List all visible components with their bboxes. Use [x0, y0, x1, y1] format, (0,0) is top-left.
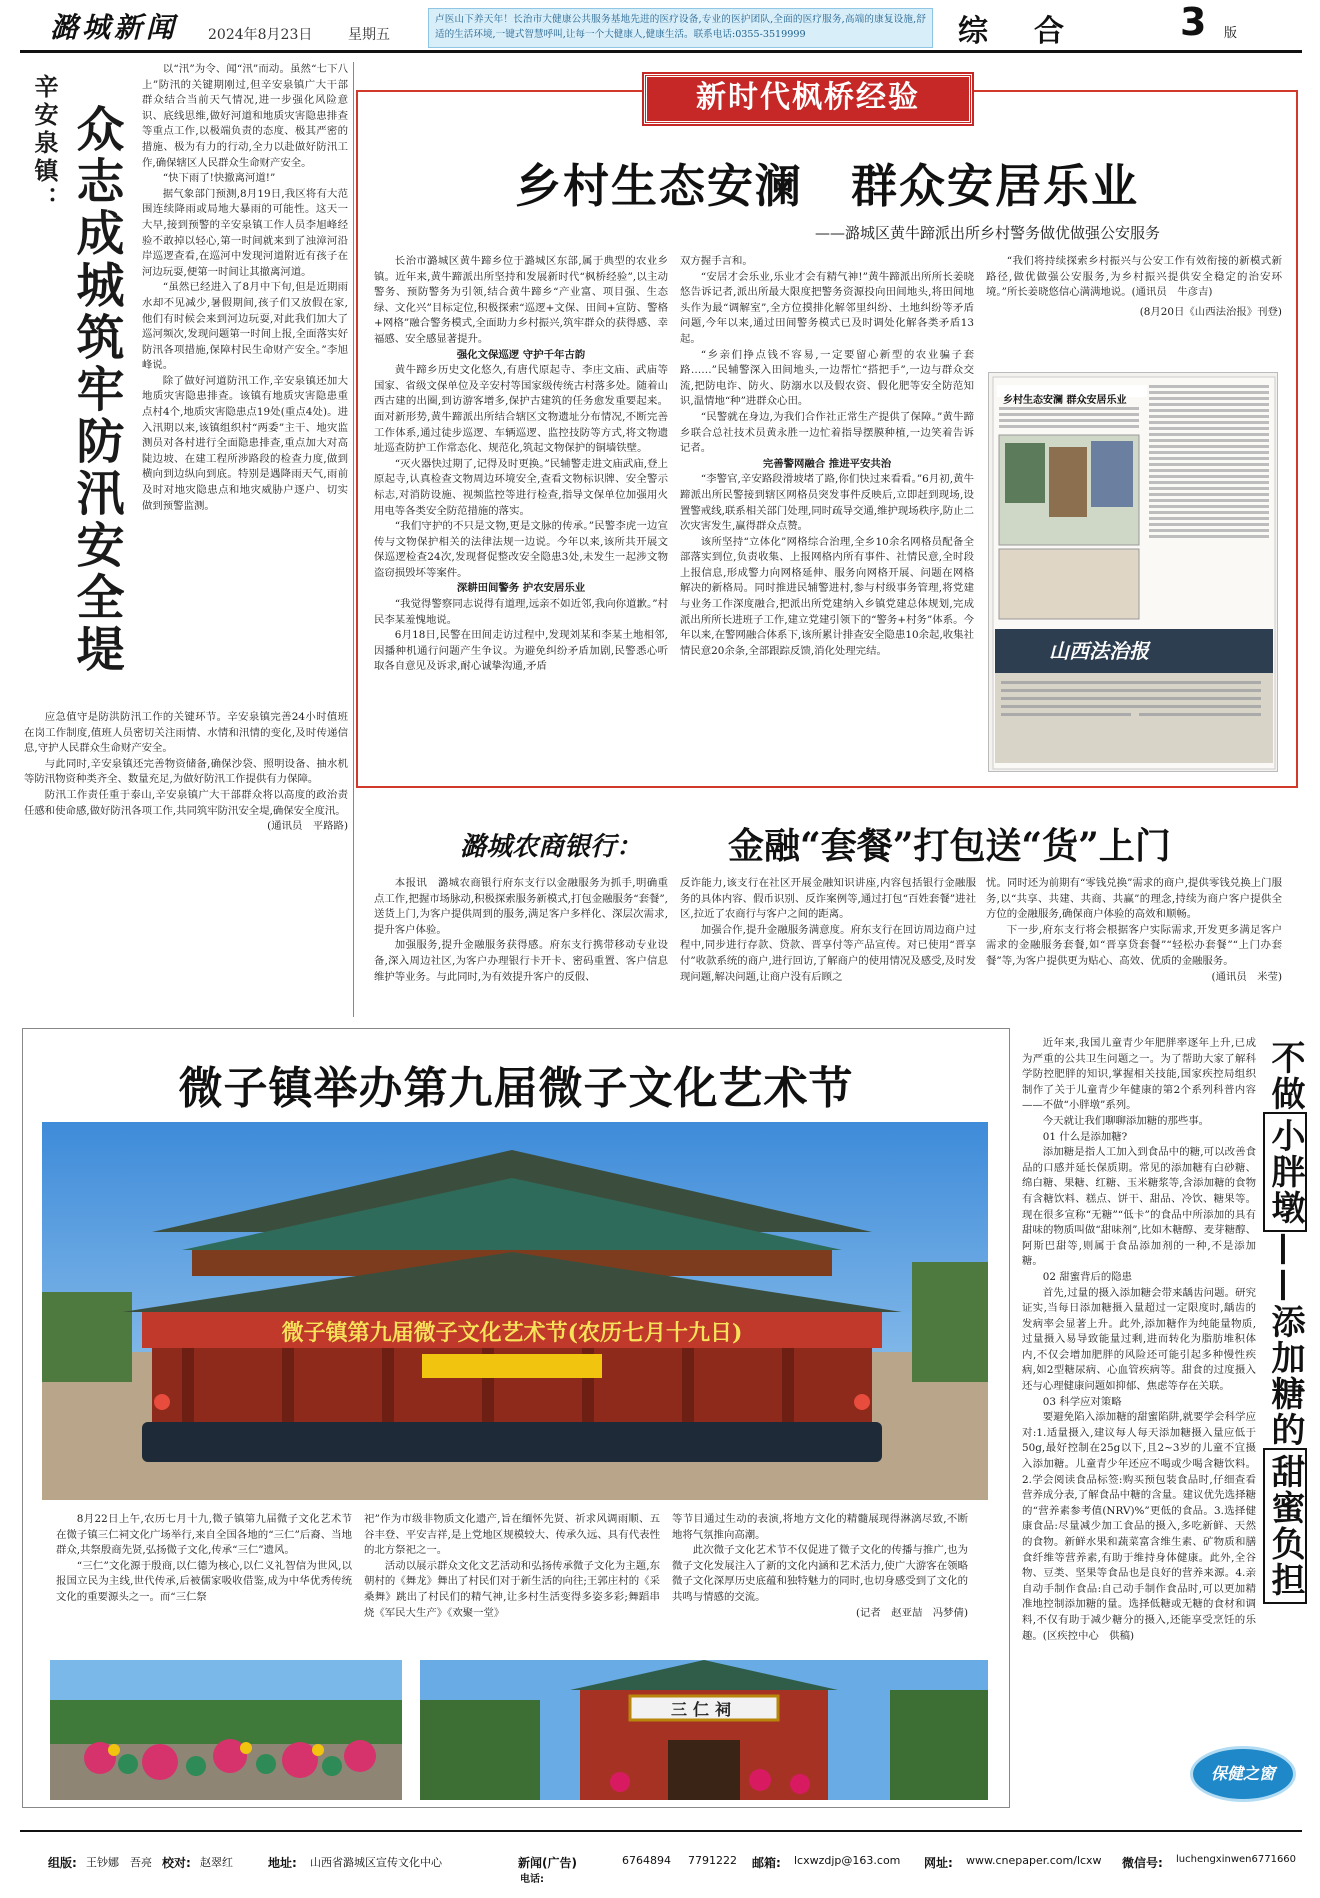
fq-c2p4: “民警就在身边,为我们合作社正常生产提供了保障。”黄牛蹄乡联合总社技术员黄永胜一边忙着指导摆膜种植,一边笑着告诉记者。 — [680, 410, 974, 455]
bank-title: 金融“套餐”打包送“货”上门 — [728, 825, 1171, 867]
masthead-logo: 潞城新闻 — [50, 11, 179, 44]
footer-tel-label-2: 电话: — [520, 1874, 544, 1885]
footer-mail-label: 邮箱: — [752, 1856, 781, 1870]
bank-col-1 — [374, 876, 668, 1016]
sugar-title-a: 不做 — [1265, 1040, 1305, 1112]
fest-byline: (记者 赵亚喆 冯梦倩) — [855, 1606, 968, 1619]
flood-kicker: 辛安泉镇： — [30, 74, 59, 214]
health-badge — [1190, 1746, 1296, 1802]
flood-body-narrow — [142, 62, 348, 708]
footer-proof-label: 校对: — [162, 1856, 191, 1870]
masthead-rule — [20, 50, 1302, 53]
festival-col-3 — [672, 1512, 968, 1640]
flood-title-1: 众志成城 — [68, 104, 124, 312]
fengqiao-subtitle: ——潞城区黄牛蹄派出所乡村警务做优做强公安服务 — [814, 224, 1160, 242]
footer-addr: 山西省潞城区宣传文化中心 — [310, 1856, 442, 1869]
fest-c3p1: 等节目通过生动的表演,将地方文化的精髓展现得淋漓尽致,不断地将气氛推向高潮。 — [672, 1513, 968, 1541]
clipping-title: 乡村生态安澜 群众安居乐业 — [1003, 395, 1127, 406]
footer-addr-label: 地址: — [268, 1856, 297, 1870]
flood-p4: “虽然已经进入了8月中下旬,但是近期雨水却不见减少,暑假期间,孩子们又放假在家,他们有时候会来到河边玩耍,对此我们加大了巡河频次,发现问题第一时间上报,全面落实好防汛各项措施,保障村民生命财产安全。”李旭峰说。 — [142, 281, 348, 372]
flood-p5: 除了做好河道防汛工作,辛安泉镇还加大地质灾害隐患排查。该镇有地质灾害隐患重点村4个,地质灾害隐患点19处(重点4处)。进入汛期以来,该镇组织村“两委”主干、地灾监测员对各村进行全面隐患排查,重点加大对高陡边坡、在建工程所涉路段的检查力度,做到横向到边纵向到底。特别是遇降雨天气,雨前及时对地灾隐患点和地灾威胁户逐户、切实做到预警监测。 — [142, 374, 348, 512]
flood-p3: 据气象部门预测,8月19日,我区将有大范围连续降雨或局地大暴雨的可能性。这天一大早,接到预警的辛安泉镇工作人员李旭峰经验不敢掉以轻心,第一时间就来到了浊漳河沿岸巡逻查看,在巡河中发现河道附近有孩子在河边玩耍,便第一时间让其撤离河道。 — [142, 187, 348, 278]
clipping-graphic — [989, 373, 1278, 772]
footer-edit-names: 王钞娜 吾亮 — [86, 1856, 152, 1869]
fq-c2p5: “李警官,辛安路段滑坡堵了路,你们快过来看看。”6月初,黄牛蹄派出所民警接到辖区网格员突发事件反映后,立即赶到现场,设置警戒线,联系相关部门处理,同时疏导交通,维护现场秩序,防止二次灾害发生,赢得群众点赞。 — [680, 473, 974, 533]
fq-c1p1: 长治市潞城区黄牛蹄乡位于潞城区东部,属于典型的农业乡镇。近年来,黄牛蹄派出所坚持和发展新时代“枫桥经验”,以主动警务、预防警务为引领,结合黄牛蹄乡“产业富、项目强、生态绿、文化兴”目标定位,积极探索“巡逻+文保、田间+宣防、警格+网格”融合警务模式,全面助力乡村振兴,筑牢群众的获得感、幸福感、安全感显著提升。 — [374, 255, 668, 345]
flood-p7: 与此同时,辛安泉镇还完善物资储备,确保沙袋、照明设备、抽水机等防汛物资种类齐全、数量充足,为做好防汛工作提供有力保障。 — [24, 757, 348, 786]
sugar-p4: 首先,过量的摄入添加糖会带来龋齿问题。研究证实,当每日添加糖摄入量超过一定限度时,龋齿的发病率会显著上升。此外,添加糖作为纯能量物质,过量摄入易导致能量过剩,进而转化为脂肪堆积体内,不仅会增加肥胖的风险还可能引起多种慢性疾病,如2型糖尿病、心血管疾病等。甜食的过度摄入还与心理健康问题如抑郁、焦虑等存在关联。 — [1022, 1286, 1256, 1393]
bank-byline: (通讯员 米莹) — [1211, 970, 1282, 983]
fq-c3p2: (8月20日《山西法治报》刊登) — [1139, 305, 1282, 318]
footer-tel-1: 6764894 — [622, 1854, 671, 1867]
fest-c2p2: 活动以展示群众文化文艺活动和弘扬传承微子文化为主题,东朝村的《舞龙》舞出了村民们对于新生活的向往;王郭庄村的《采桑舞》跳出了村民们的精气神,让多村生活变得多姿多彩;舞蹈串烧《军民大生产》《欢聚一堂》 — [364, 1559, 660, 1619]
fengqiao-banner — [644, 74, 972, 124]
masthead-ad-text: 卢医山下养天年！长治市大健康公共服务基地先进的医疗设备,专业的医护团队,全面的医疗服务,高端的康复设施,舒适的生活环境,一键式智慧呼叫,让每一个大健康人,健康生活。联系电话:0355-3519999 — [435, 14, 926, 40]
bank-col-3 — [986, 876, 1282, 1016]
flood-p8: 防汛工作责任重于泰山,辛安泉镇广大干部群众将以高度的政治责任感和使命感,做好防汛各项工作,共同筑牢防汛安全堤,确保安全度汛。 — [24, 788, 348, 817]
masthead — [0, 0, 1320, 56]
fq-c3p1: “我们将持续探索乡村振兴与公安工作有效衔接的新模式新路径,做优做强公安服务,为乡村振兴提供安全稳定的治安环境。”所长姜晓悠信心满满地说。(通讯员 牛彦吉) — [986, 255, 1282, 299]
fq-c1p5: “我觉得警察同志说得有道理,远亲不如近邻,我向你道歉。”村民李某羞愧地说。 — [374, 598, 668, 626]
temple-graphic — [42, 1122, 988, 1500]
page-number: 3 — [1180, 0, 1207, 44]
bank-brand: 潞城农商银行： — [460, 832, 643, 862]
fengqiao-col-2 — [680, 254, 974, 774]
fq-c2p3: “乡亲们挣点钱不容易,一定要留心新型的农业骗子套路……”民辅警深入田间地头,一边帮忙“搭把手”,一边与群众交流,把防电诈、防火、防溺水以及假农资、假化肥等安全防范知识,温情地“种”进群众心田。 — [680, 348, 974, 408]
bank-c3p1: 忧。同时还为前期有“零钱兑换”需求的商户,提供零钱兑换上门服务,以“共享、共建、共商、共赢”的理念,持续为商户客户提供全方位的金融服务,确保商户体验的高效和顺畅。 — [986, 877, 1282, 921]
masthead-weekday: 星期五 — [348, 27, 390, 43]
bank-c3p2: 下一步,府东支行将会根据客户实际需求,开发更多满足客户需求的金融服务套餐,如“晋享贷套餐”“轻松办套餐”“上门办套餐”等,为客户提供更为贴心、高效、优质的金融服务。 — [986, 923, 1282, 967]
sugar-h2: 02 甜蜜背后的隐患 — [1042, 1270, 1133, 1283]
flood-title-2: 筑牢防汛安全堤 — [68, 312, 124, 676]
flood-body-wide — [24, 710, 348, 1020]
dance-graphic — [50, 1660, 402, 1800]
fq-c1h1: 强化文保巡逻 守护千年古韵 — [456, 348, 586, 361]
footer-mail[interactable]: lcxwzdjp@163.com — [794, 1854, 901, 1867]
photo-banner-text: 微子镇第九届微子文化艺术节(农历七月十九日) — [281, 1320, 743, 1346]
photo-banner — [142, 1316, 882, 1347]
bank-c2p1: 反诈能力,该支行在社区开展金融知识讲座,内容包括银行金融服务的具体内容、假币识别、反诈案例等,通过打包“百姓套餐”进社区,拉近了农商行与客户之间的距离。 — [680, 877, 976, 921]
masthead-date: 2024年8月23日 — [208, 27, 313, 43]
sugar-p2: 今天就让我们聊聊添加糖的那些事。 — [1042, 1114, 1210, 1127]
fq-c1p6: 6月18日,民警在田间走访过程中,发现刘某和李某土地相邻,因播种机通行问题产生争议。为避免纠纷矛盾加剧,民警悉心听取各自意见及诉求,耐心诚挚沟通,矛盾 — [374, 629, 668, 673]
sugar-title-b: 小胖墩 — [1263, 1112, 1307, 1232]
footer-tel-2: 7791222 — [688, 1854, 737, 1867]
gate-graphic — [420, 1660, 988, 1800]
fq-c2h1: 完善警网融合 推进平安共治 — [762, 457, 892, 470]
festival-col-1 — [56, 1512, 352, 1640]
bank-c1p2: 加强服务,提升金融服务获得感。府东支行携带移动专业设备,深入周边社区,为客户办理银行卡开卡、密码重置、客户信息维护等业务。与此同时,为有效提升客户的反假、 — [374, 939, 668, 983]
sugar-p3: 添加糖是指人工加入到食品中的糖,可以改善食品的口感并延长保质期。常见的添加糖有白砂糖、绵白糖、果糖、红糖、玉米糖浆等,含添加糖的食物有含糖饮料、糕点、饼干、甜品、冷饮、糖果等。现在很多宣称“无糖”“低卡”的食品中所添加的具有甜味的物质叫做“甜味剂”,比如木糖醇、麦芽糖醇、阿斯巴甜等,则属于食品添加剂的一种,不是添加糖。 — [1022, 1146, 1256, 1268]
fest-c2p1: 祀”作为市级非物质文化遗产,旨在缅怀先贤、祈求风调雨顺、五谷丰登、平安吉祥,是上党地区规模较大、传承久远、具有代表性的北方祭祀之一。 — [364, 1513, 660, 1557]
fengqiao-col-1 — [374, 254, 668, 774]
fq-c1h2: 深耕田间警务 护农安居乐业 — [456, 582, 586, 595]
flood-byline: (通讯员 平路路) — [267, 820, 348, 833]
fest-c1p2: “三仁”文化源于殷商,以仁德为核心,以仁义礼智信为世风,以报国立民为主线,世代传承,后被儒家吸收借鉴,成为中华优秀传统文化的重要源头之一。而“三仁祭 — [56, 1559, 352, 1603]
fengqiao-banner-text: 新时代枫桥经验 — [696, 80, 920, 115]
sugar-title — [1262, 1040, 1306, 1604]
footer-edit-label: 组版: — [48, 1856, 77, 1870]
flood-p6: 应急值守是防洪防汛工作的关键环节。辛安泉镇完善24小时值班在岗工作制度,值班人员密切关注雨情、水情和汛情的变化,及时传递信息,守护人民群众生命财产安全。 — [24, 711, 348, 755]
bank-c1p1: 本报讯 潞城农商银行府东支行以金融服务为抓手,明确重点工作,把握市场脉动,积极探索服务新模式,打包金融服务“套餐”,送货上门,为客户提供周到的服务,满足客户多样化、深层次需求,提升客户体验。 — [374, 877, 668, 936]
page-suffix: 版 — [1224, 26, 1238, 41]
fest-c1p1: 8月22日上午,农历七月十九,微子镇第九届微子文化艺术节在微子镇三仁祠文化广场举行,来自全国各地的“三仁”后裔、当地群众,共祭殷商先贤,弘扬微子文化,传承“三仁”遗风。 — [56, 1513, 352, 1557]
flood-p2: “快下雨了!快撤离河道!” — [162, 172, 276, 185]
festival-title: 微子镇举办第九届微子文化艺术节 — [178, 1063, 854, 1114]
fq-c1p2: 黄牛蹄乡历史文化悠久,有唐代原起寺、李庄文庙、武庙等国家、省级文保单位及辛安村等国家级传统古村落多处。随着山西古建的出圈,到访游客增多,保护古建筑的任务愈发重要起来。面对新形势,黄牛蹄派出所结合辖区文物遗址分布情况,不断完善工作体系,通过徒步巡逻、车辆巡逻、监控技防等方式,将文物遗址巡查防护工作常态化、规范化,筑起文物保护的铜墙铁壁。 — [374, 364, 668, 455]
footer-web-label: 网址: — [924, 1856, 953, 1870]
footer-proof-names: 赵翠红 — [200, 1856, 233, 1869]
gate-plaque-text: 三仁祠 — [670, 1700, 737, 1719]
sugar-title-d: 甜蜜负担 — [1263, 1448, 1307, 1604]
masthead-ad — [428, 8, 933, 48]
vertical-divider — [353, 62, 354, 1017]
fq-c2p1: 双方握手言和。 — [680, 255, 753, 267]
sugar-p1: 近年来,我国儿童青少年肥胖率逐年上升,已成为严重的公共卫生问题之一。为了帮助大家了解科学防控肥胖的知识,掌握相关技能,国家疾控局组织制作了关于儿童青少年健康的第2个系列科普内容——不做“小胖墩”系列。 — [1022, 1037, 1256, 1112]
festival-dance-photo — [50, 1660, 402, 1800]
festival-main-photo — [42, 1122, 988, 1500]
sugar-p5: 要避免陷入添加糖的甜蜜陷阱,就要学会科学应对:1.适量摄入,建议每人每天添加糖摄入量应低于50g,最好控制在25g以下,且2~3岁的儿童不宜摄入添加糖。儿童青少年还应不喝或少喝含糖饮料。2.学会阅读食品标签:购买预包装食品时,仔细查看营养成分表,了解食品中糖的含量。建议优先选择糖的“营养素参考值(NRV)%”更低的食品。3.选择健康食品:尽量减少加工食品的摄入,多吃新鲜、天然的食物。新鲜水果和蔬菜富含维生素、矿物质和膳食纤维等营养素,有助于维持身体健康。此外,全谷物、豆类、坚果等食品也是良好的营养来源。4.亲自动手制作食品:自己动手制作食品时,可以更加精准地控制添加糖的量。选择低糖或无糖的食材和调料,不仅有助于减少糖分的摄入,还能享受烹饪的乐趣。(区疾控中心 供稿) — [1022, 1411, 1256, 1642]
sugar-body — [1022, 1036, 1256, 1804]
sugar-h3: 03 科学应对策略 — [1042, 1395, 1122, 1408]
sugar-title-c: ——添加糖的 — [1265, 1232, 1305, 1448]
fq-c1p4: “我们守护的不只是文物,更是文脉的传承。”民警李虎一边宣传与文物保护相关的法律法规一边说。今年以来,该所共开展文保巡逻检查24次,发现督促整改安全隐患3处,未发生一起涉文物盗窃损毁坏等案件。 — [374, 520, 668, 579]
fq-c2p2: “安居才会乐业,乐业才会有精气神!”黄牛蹄派出所所长姜晓悠告诉记者,派出所最大限度把警务资源投向田间地头,将田间地头作为最“调解室”,全方位摸排化解邻里纠纷、土地纠纷等矛盾问题,今年以来,通过田间警务模式已及时调处化解各类矛盾13起。 — [680, 270, 974, 345]
flood-article — [24, 62, 348, 1017]
bank-c2p2: 加强合作,提升金融服务满意度。府东支行在回访周边商户过程中,同步进行存款、贷款、晋享付等产品宣传。对已使用“晋享付”收款系统的商户,进行回访,了解商户的使用情况及感受,及时发现问题,解决问题,让商户没有后顾之 — [680, 923, 976, 983]
section-name: 综 合 — [958, 14, 1072, 49]
newspaper-clipping-image — [988, 372, 1278, 772]
flood-p1: 以“汛”为令、闻“汛”而动。虽然“七下八上”防汛的关键期刚过,但辛安泉镇广大干部群众结合当前天气情况,进一步强化风险意识、底线思维,做好河道和地质灾害隐患排查等重点工作,以极端负责的态度、极其严密的措施、极为有力的行动,全力以赴做好防汛工作,确保辖区人民群众生命财产安全。 — [142, 63, 348, 169]
health-badge-text: 保健之窗 — [1210, 1764, 1275, 1783]
fengqiao-col-3 — [986, 254, 1282, 350]
fest-c3p2: 此次微子文化艺术节不仅促进了微子文化的传播与推广,也为微子文化发展注入了新的文化内涵和艺术活力,使广大游客在领略微子文化深厚历史底蕴和独特魅力的同时,也切身感受到了文化的共鸣与情感的交流。 — [672, 1544, 968, 1603]
clipping-logo: 山西法治报 — [1049, 639, 1149, 663]
fq-c2p6: 该所坚持“立体化”网格综合治理,全乡10余名网格员配备全部落实到位,负责收集、上报网格内所有事件、社情民意,全时段上报信息,形成警力向网格延伸、服务向网格开展、问题在网格解决的新格局。同时推进民辅警进村,参与村级事务管理,将党建与业务工作深度融合,把派出所党建纳入乡镇党建总体规划,完成派出所所长进班子工作,建立党建引领下的“警务+村务”体系。今年以来,在警网融合体系下,该所累计排查安全隐患10余起,收集社情民意20余条,全部跟踪反馈,消化处理完结。 — [680, 535, 974, 657]
footer-wx-label: 微信号: — [1122, 1856, 1163, 1870]
fengqiao-title: 乡村生态安澜 群众安居乐业 — [515, 159, 1139, 213]
footer-tel-label: 新闻(广告) — [518, 1856, 577, 1870]
footer-rule — [20, 1830, 1302, 1832]
fq-c1p3: “灭火器快过期了,记得及时更换。”民辅警走进文庙武庙,登上原起寺,认真检查文物周边环境安全,查看文物标识牌、安全警示标志,对消防设施、视频监控等进行检查,指导文保单位加强用火用电等各类安全防范措施的落实。 — [374, 457, 668, 517]
footer — [0, 1852, 1320, 1885]
footer-wx: luchengxinwen6771660 — [1176, 1854, 1297, 1865]
festival-gate-photo — [420, 1660, 988, 1800]
festival-col-2 — [364, 1512, 660, 1640]
bank-col-2 — [680, 876, 976, 1016]
footer-web[interactable]: www.cnepaper.com/lcxw — [966, 1854, 1102, 1867]
sugar-h1: 01 什么是添加糖? — [1042, 1130, 1128, 1143]
